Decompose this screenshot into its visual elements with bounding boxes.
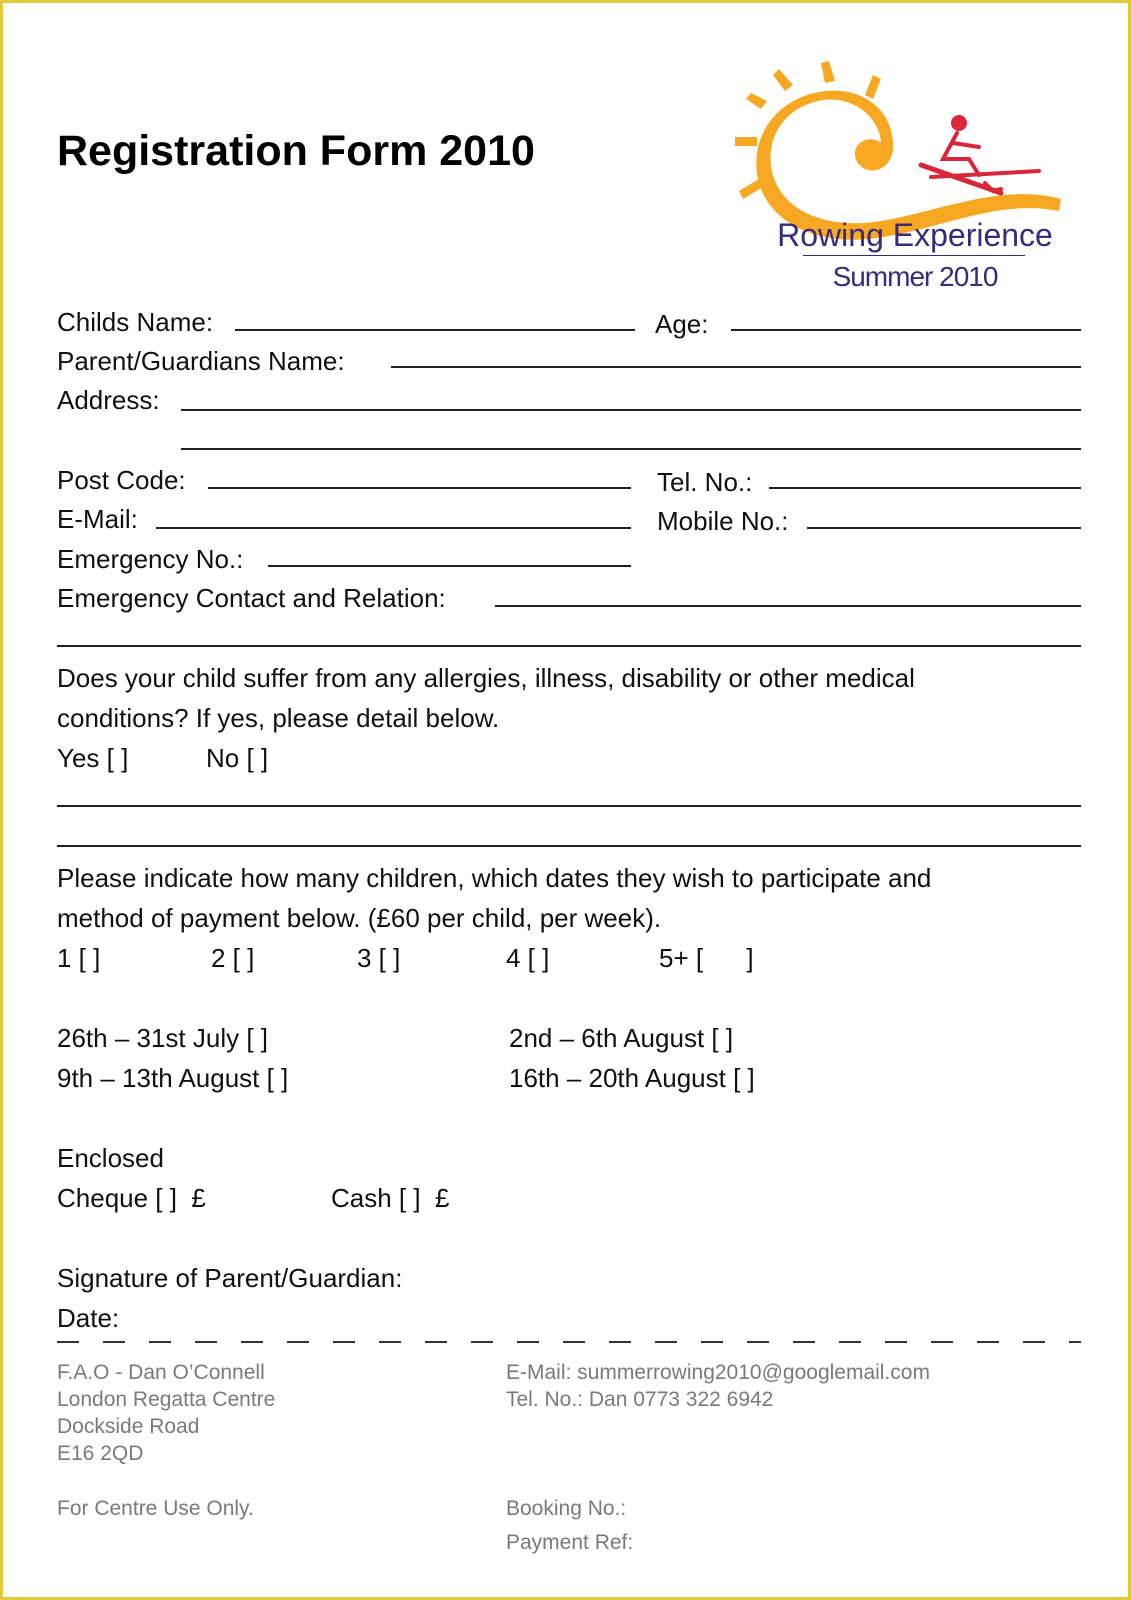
footer-address-line-4: E16 2QD	[57, 1442, 144, 1465]
email-field[interactable]	[156, 527, 631, 529]
children-count-3-checkbox[interactable]: 3 [ ]	[357, 943, 401, 973]
footer-tel: Tel. No.: Dan 0773 322 6942	[506, 1388, 774, 1411]
medical-question-line-1: Does your child suffer from any allergies, illness, disability or other medical	[57, 663, 915, 693]
emergency-contact-field[interactable]	[495, 605, 1081, 607]
week-aug-2-checkbox[interactable]: 2nd – 6th August [ ]	[509, 1023, 734, 1053]
parent-name-field[interactable]	[391, 366, 1081, 368]
cheque-checkbox[interactable]: Cheque [ ] £	[57, 1183, 206, 1213]
mobile-field[interactable]	[807, 527, 1081, 529]
centre-use-label: For Centre Use Only.	[57, 1497, 254, 1520]
children-count-2-checkbox[interactable]: 2 [ ]	[211, 943, 255, 973]
date-label: Date:	[57, 1303, 120, 1333]
week-aug-9-checkbox[interactable]: 9th – 13th August [ ]	[57, 1063, 289, 1093]
email-label: E-Mail:	[57, 504, 138, 534]
medical-no-checkbox[interactable]: No [ ]	[206, 743, 269, 773]
address-field-line-2[interactable]	[181, 448, 1081, 450]
rower-icon	[921, 115, 1039, 193]
post-code-field[interactable]	[208, 487, 631, 489]
tel-field[interactable]	[769, 487, 1081, 489]
cut-line-dashes	[57, 1340, 1081, 1344]
age-label: Age:	[655, 309, 709, 339]
footer-address-line-3: Dockside Road	[57, 1415, 200, 1438]
logo-divider	[803, 255, 1025, 256]
address-label: Address:	[57, 385, 160, 415]
medical-details-line-1[interactable]	[57, 805, 1081, 807]
week-jul-26-checkbox[interactable]: 26th – 31st July [ ]	[57, 1023, 269, 1053]
enclosed-label: Enclosed	[57, 1143, 164, 1173]
logo-text-subtitle: Summer 2010	[832, 261, 998, 292]
cash-checkbox[interactable]: Cash [ ] £	[331, 1183, 450, 1213]
booking-no-label: Booking No.:	[506, 1497, 627, 1520]
payment-ref-label: Payment Ref:	[506, 1531, 634, 1554]
form-title: Registration Form 2010	[57, 127, 535, 175]
week-aug-16-checkbox[interactable]: 16th – 20th August [ ]	[509, 1063, 755, 1093]
footer-address-line-1: F.A.O - Dan O’Connell	[57, 1361, 265, 1384]
parent-name-label: Parent/Guardians Name:	[57, 346, 345, 376]
logo-text-title: Rowing Experience	[777, 217, 1053, 253]
childs-name-label: Childs Name:	[57, 307, 214, 337]
tel-label: Tel. No.:	[657, 467, 753, 497]
children-count-1-checkbox[interactable]: 1 [ ]	[57, 943, 101, 973]
medical-details-line-2[interactable]	[57, 845, 1081, 847]
sun-icon	[735, 61, 1061, 240]
post-code-label: Post Code:	[57, 465, 186, 495]
emergency-contact-field-line-2[interactable]	[57, 645, 1081, 647]
emergency-no-label: Emergency No.:	[57, 544, 244, 574]
participation-intro-line-1: Please indicate how many children, which dates they wish to participate and	[57, 863, 932, 893]
medical-question-line-2: conditions? If yes, please detail below.	[57, 703, 500, 733]
address-field-line-1[interactable]	[181, 409, 1081, 411]
signature-label: Signature of Parent/Guardian:	[57, 1263, 403, 1293]
medical-yes-checkbox[interactable]: Yes [ ]	[57, 743, 129, 773]
children-count-5plus-checkbox[interactable]: 5+ [ ]	[659, 943, 754, 973]
emergency-no-field[interactable]	[268, 565, 631, 567]
emergency-contact-label: Emergency Contact and Relation:	[57, 583, 446, 613]
footer-address-line-2: London Regatta Centre	[57, 1388, 276, 1411]
participation-intro-line-2: method of payment below. (£60 per child, per week).	[57, 903, 662, 933]
children-count-4-checkbox[interactable]: 4 [ ]	[506, 943, 550, 973]
footer-email: E-Mail: summerrowing2010@googlemail.com	[506, 1361, 930, 1384]
age-field[interactable]	[731, 329, 1081, 331]
childs-name-field[interactable]	[235, 329, 635, 331]
mobile-label: Mobile No.:	[657, 506, 789, 536]
